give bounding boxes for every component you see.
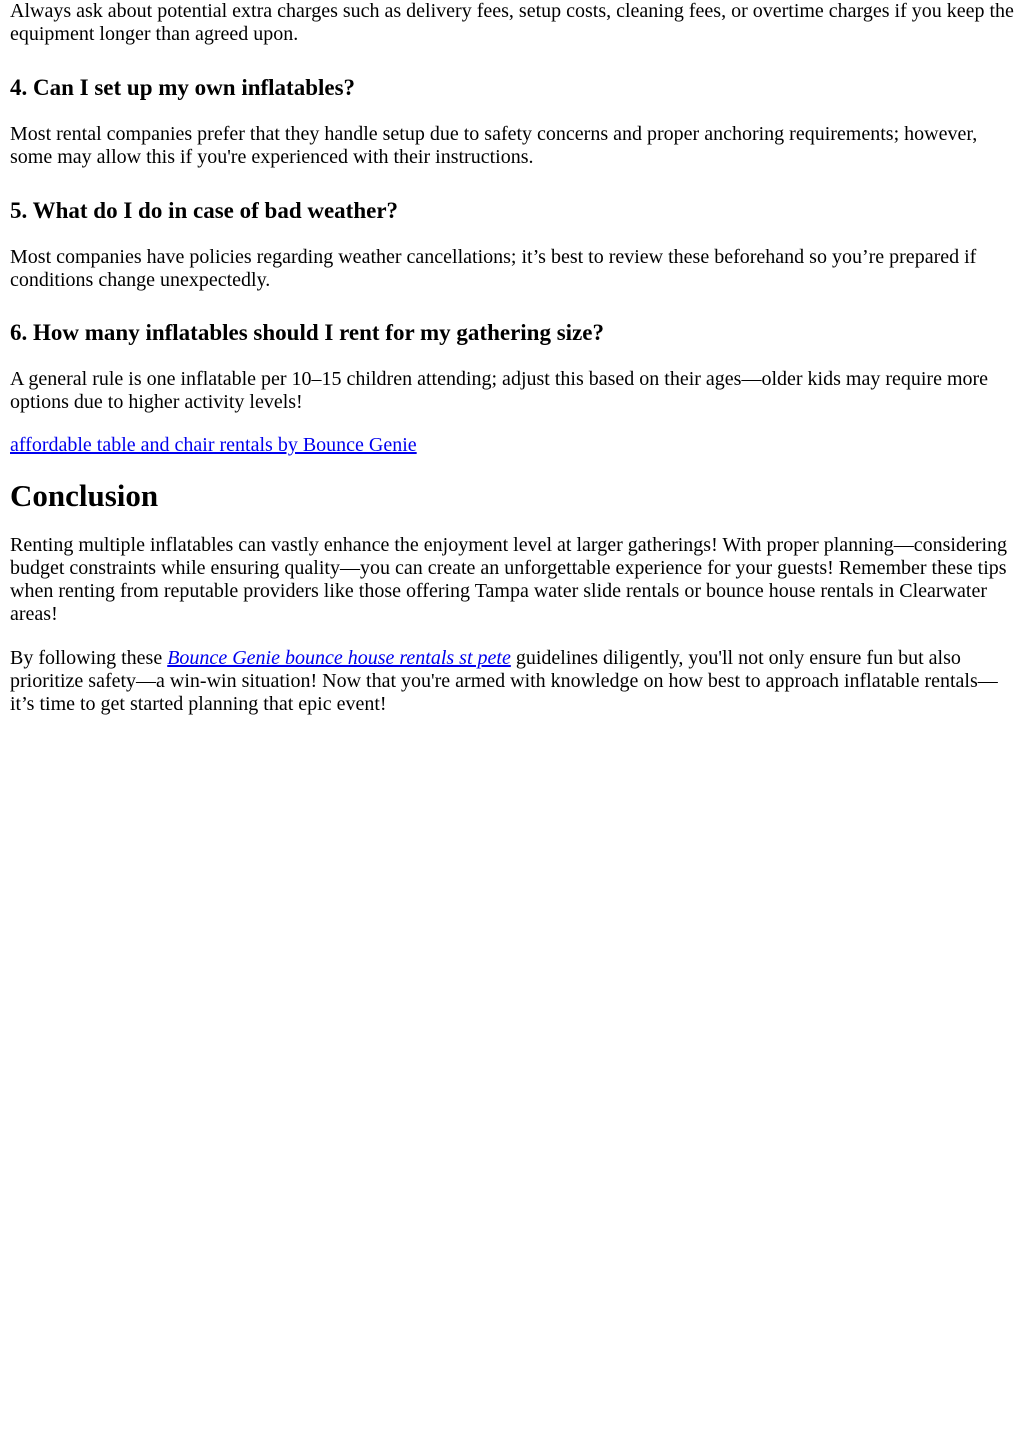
conclusion-p2-after: guidelines diligently, you'll not only ensure fun but also prioritize safety—a win-win situation! Now that you're armed with knowledge on how best to approach inflatable rentals—it’s time to get started planning that epic event! bbox=[10, 647, 998, 715]
conclusion-p2-before: By following these bbox=[10, 647, 168, 669]
intro-paragraph: Always ask about potential extra charges such as delivery fees, setup costs, cleaning fees, or overtime charges if you keep the equipment longer than agreed upon. bbox=[10, 0, 1014, 45]
faq-question-4: 4. Can I set up my own inflatables? bbox=[10, 75, 356, 100]
conclusion-paragraph-1: Renting multiple inflatables can vastly enhance the enjoyment level at larger gatherings! With proper planning—considering budget constraints while ensuring quality—you can create an unforgettable experience for your guests! Remember these tips when renting from reputable providers like those offering Tampa water slide rentals or bounce house rentals in Clearwater areas! bbox=[10, 534, 1008, 625]
conclusion-heading: Conclusion bbox=[10, 478, 159, 513]
faq-question-6: 6. How many inflatables should I rent for my gathering size? bbox=[10, 320, 604, 345]
article-body bbox=[0, 0, 1024, 716]
table-chair-rentals-link[interactable]: affordable table and chair rentals by Bounce Genie bbox=[10, 434, 417, 456]
faq-answer-4: Most rental companies prefer that they handle setup due to safety concerns and proper anchoring requirements; however, some may allow this if you're experienced with their instructions. bbox=[10, 123, 978, 168]
faq-answer-5: Most companies have policies regarding weather cancellations; it’s best to review these beforehand so you’re prepared if conditions change unexpectedly. bbox=[10, 246, 977, 291]
conclusion-paragraph-2 bbox=[10, 647, 1014, 716]
faq-question-5: 5. What do I do in case of bad weather? bbox=[10, 198, 399, 223]
link-paragraph bbox=[10, 434, 1014, 457]
bounce-house-rentals-link[interactable]: Bounce Genie bounce house rentals st pete bbox=[167, 647, 511, 669]
faq-answer-6: A general rule is one inflatable per 10–15 children attending; adjust this based on their ages—older kids may require more options due to higher activity levels! bbox=[10, 368, 989, 413]
